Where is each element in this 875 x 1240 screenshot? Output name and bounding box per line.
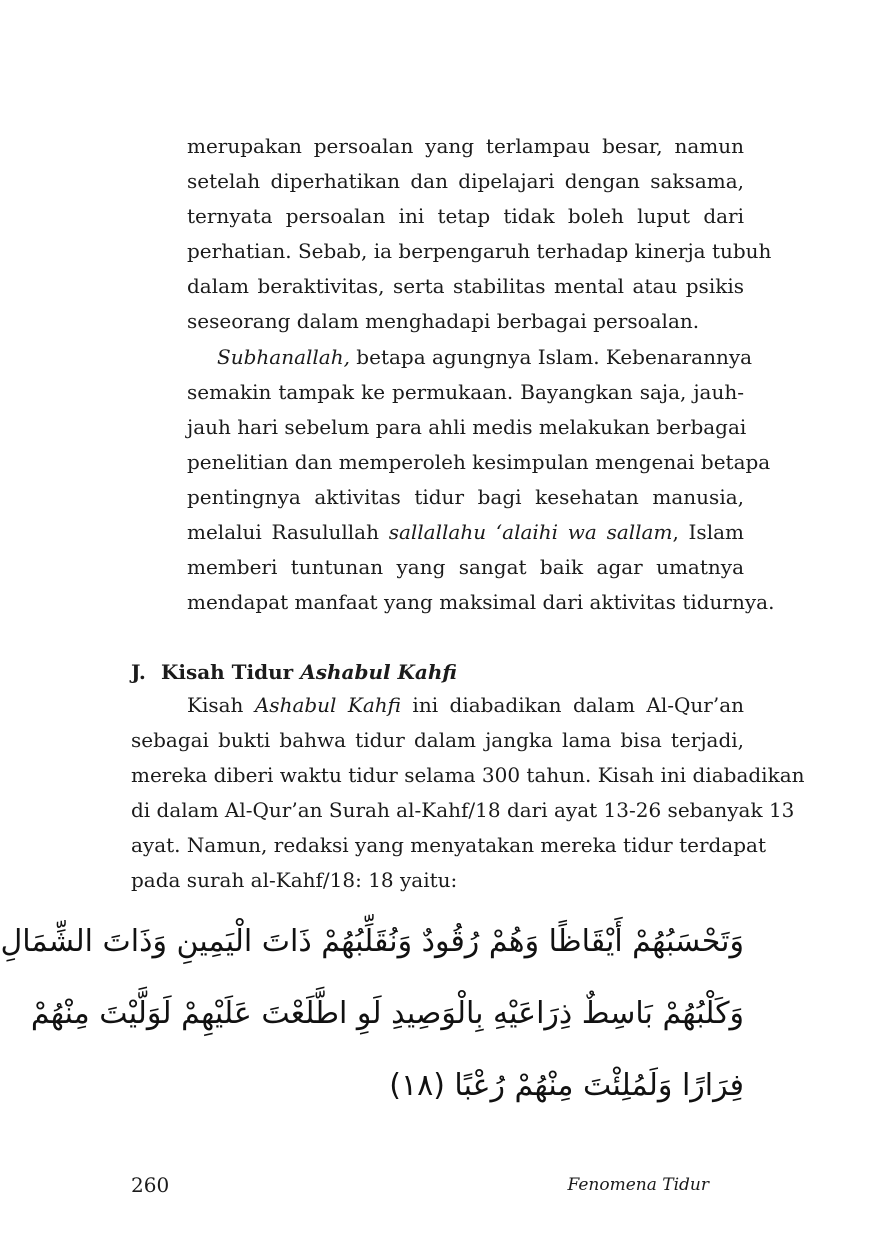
running-footer-title: Fenomena Tidur xyxy=(567,1175,709,1195)
italic-term: Subhanallah, xyxy=(217,345,350,369)
page-number: 260 xyxy=(131,1173,170,1197)
arabic-verse-line: وَكَلْبُهُمْ بَاسِطٌ ذِرَاعَيْهِ بِالْوَصِيدِ لَوِ اطَّلَعْتَ عَلَيْهِمْ لَوَلَّيْتَ مِنْهُمْ xyxy=(30,996,744,1031)
paragraph-line: dalam beraktivitas, serta stabilitas mental atau psikis xyxy=(187,274,744,298)
text-run: betapa agungnya Islam. Kebenarannya xyxy=(349,345,753,369)
text-run: ini diabadikan dalam Al-Qur’an xyxy=(400,693,745,717)
paragraph-line: penelitian dan memperoleh kesimpulan mengenai betapa xyxy=(187,450,771,474)
paragraph-line: memberi tuntunan yang sangat baik agar umatnya xyxy=(187,555,744,579)
paragraph-line xyxy=(187,340,753,374)
paragraph-line: seseorang dalam menghadapi berbagai persoalan. xyxy=(187,309,700,333)
section-title: Kisah Tidur xyxy=(160,660,301,684)
text-run: , Islam xyxy=(672,520,744,544)
section-title-italic: Ashabul Kahfi xyxy=(300,660,457,684)
paragraph-line: mendapat manfaat yang maksimal dari aktivitas tidurnya. xyxy=(187,590,775,614)
text-run: Kisah xyxy=(187,693,255,717)
paragraph-line: perhatian. Sebab, ia berpengaruh terhadap kinerja tubuh xyxy=(187,239,772,263)
section-heading xyxy=(131,657,457,687)
arabic-verse xyxy=(0,906,744,1122)
paragraph-line: pentingnya aktivitas tidur bagi kesehatan manusia, xyxy=(187,485,744,509)
paragraph-line: semakin tampak ke permukaan. Bayangkan saja, jauh- xyxy=(187,380,744,404)
italic-term: Ashabul Kahfi xyxy=(254,693,401,717)
paragraph-line xyxy=(131,688,744,722)
section-number: J. xyxy=(131,660,146,684)
italic-term: sallallahu ‘alaihi wa sallam xyxy=(388,520,673,544)
paragraph-line: sebagai bukti bahwa tidur dalam jangka lama bisa terjadi, xyxy=(131,728,744,752)
paragraph-line: pada surah al-Kahf/18: 18 yaitu: xyxy=(131,868,458,892)
arabic-verse-line: فِرَارًا وَلَمُلِئْتَ مِنْهُمْ رُعْبًا (١٨) xyxy=(389,1068,744,1103)
arabic-verse-line: وَتَحْسَبُهُمْ أَيْقَاظًا وَهُمْ رُقُودٌ وَنُقَلِّبُهُمْ ذَاتَ الْيَمِينِ وَذَاتَ الشِّمَالِ xyxy=(0,924,744,959)
paragraph-line: di dalam Al-Qur’an Surah al-Kahf/18 dari ayat 13-26 sebanyak 13 xyxy=(131,798,795,822)
paragraph-line: jauh hari sebelum para ahli medis melakukan berbagai xyxy=(187,415,747,439)
paragraph-line: ayat. Namun, redaksi yang menyatakan mereka tidur terdapat xyxy=(131,833,766,857)
paragraph-line: ternyata persoalan ini tetap tidak boleh luput dari xyxy=(187,204,744,228)
paragraph-line: merupakan persoalan yang terlampau besar, namun xyxy=(187,134,744,158)
paragraph-line: mereka diberi waktu tidur selama 300 tahun. Kisah ini diabadikan xyxy=(131,763,805,787)
paragraph-line: setelah diperhatikan dan dipelajari dengan saksama, xyxy=(187,169,744,193)
text-run: melalui Rasulullah xyxy=(187,520,389,544)
paragraph-line xyxy=(187,515,744,549)
